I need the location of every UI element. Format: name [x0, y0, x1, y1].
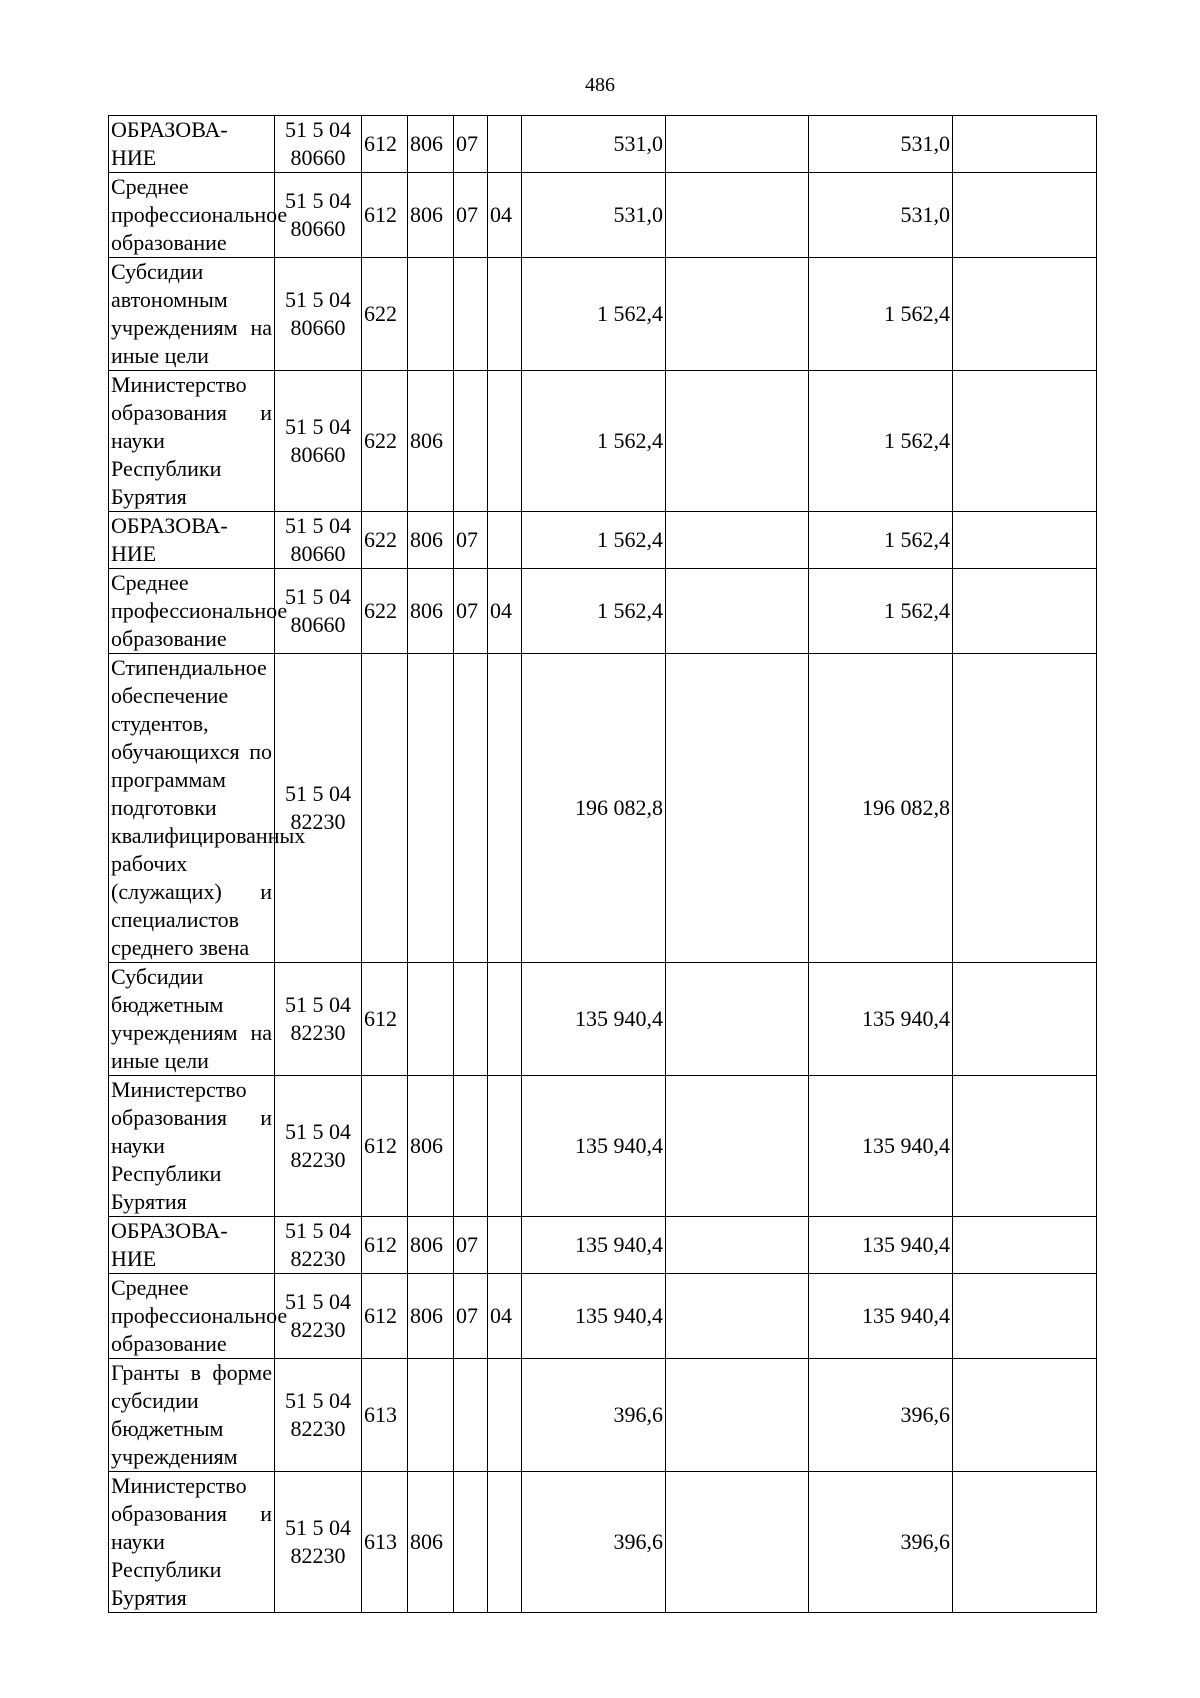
sum1-cell: 1 562,4 — [522, 512, 666, 569]
sum4-cell — [953, 1076, 1097, 1217]
table-row — [109, 1359, 1097, 1472]
code-cell: 51 5 04 80660 — [275, 569, 362, 654]
name-cell: Министерство образования и науки Республики Бурятия — [109, 371, 275, 512]
sum1-cell: 1 562,4 — [522, 371, 666, 512]
sum2-cell — [666, 116, 809, 173]
sum2-cell — [666, 1217, 809, 1274]
vr-cell — [362, 654, 408, 963]
sum1-cell: 396,6 — [522, 1359, 666, 1472]
sum4-cell — [953, 258, 1097, 371]
pr-cell: 04 — [488, 1274, 522, 1359]
table-row — [109, 258, 1097, 371]
rz-cell: 07 — [454, 1274, 488, 1359]
pr-cell: 04 — [488, 173, 522, 258]
sum4-cell — [953, 173, 1097, 258]
gr-cell — [408, 963, 454, 1076]
vr-cell: 612 — [362, 1217, 408, 1274]
pr-cell: 04 — [488, 569, 522, 654]
sum3-cell: 1 562,4 — [809, 512, 953, 569]
sum2-cell — [666, 1472, 809, 1613]
gr-cell: 806 — [408, 1076, 454, 1217]
vr-cell: 622 — [362, 569, 408, 654]
code-cell: 51 5 04 80660 — [275, 173, 362, 258]
table-row — [109, 1472, 1097, 1613]
sum4-cell — [953, 963, 1097, 1076]
table-row — [109, 371, 1097, 512]
sum4-cell — [953, 116, 1097, 173]
pr-cell — [488, 371, 522, 512]
sum1-cell: 135 940,4 — [522, 963, 666, 1076]
vr-cell: 613 — [362, 1472, 408, 1613]
sum2-cell — [666, 512, 809, 569]
gr-cell — [408, 1359, 454, 1472]
vr-cell: 622 — [362, 512, 408, 569]
rz-cell: 07 — [454, 1217, 488, 1274]
table-row — [109, 1217, 1097, 1274]
name-cell: Стипендиальное обеспечение студентов, обучающихся по программам подготовки квалифицированных рабочих (служащих) и специалистов среднего звена — [109, 654, 275, 963]
gr-cell — [408, 654, 454, 963]
sum4-cell — [953, 654, 1097, 963]
sum4-cell — [953, 1359, 1097, 1472]
name-cell: ОБРАЗОВА-НИЕ — [109, 512, 275, 569]
table-row — [109, 1274, 1097, 1359]
code-cell: 51 5 04 80660 — [275, 258, 362, 371]
code-cell: 51 5 04 82230 — [275, 654, 362, 963]
vr-cell: 622 — [362, 371, 408, 512]
rz-cell: 07 — [454, 512, 488, 569]
sum3-cell: 196 082,8 — [809, 654, 953, 963]
pr-cell — [488, 116, 522, 173]
gr-cell: 806 — [408, 512, 454, 569]
code-cell: 51 5 04 82230 — [275, 1359, 362, 1472]
pr-cell — [488, 1359, 522, 1472]
rz-cell: 07 — [454, 173, 488, 258]
table-row — [109, 654, 1097, 963]
sum3-cell: 135 940,4 — [809, 1274, 953, 1359]
name-cell: Субсидии автономным учреждениям на иные цели — [109, 258, 275, 371]
name-cell: Среднее профессиональное образование — [109, 1274, 275, 1359]
sum1-cell: 135 940,4 — [522, 1274, 666, 1359]
sum3-cell: 1 562,4 — [809, 569, 953, 654]
sum4-cell — [953, 512, 1097, 569]
sum1-cell: 1 562,4 — [522, 258, 666, 371]
gr-cell: 806 — [408, 569, 454, 654]
gr-cell: 806 — [408, 116, 454, 173]
gr-cell: 806 — [408, 1274, 454, 1359]
vr-cell: 612 — [362, 1076, 408, 1217]
rz-cell: 07 — [454, 116, 488, 173]
vr-cell: 612 — [362, 1274, 408, 1359]
code-cell: 51 5 04 80660 — [275, 512, 362, 569]
sum1-cell: 396,6 — [522, 1472, 666, 1613]
code-cell: 51 5 04 82230 — [275, 1076, 362, 1217]
pr-cell — [488, 512, 522, 569]
gr-cell: 806 — [408, 173, 454, 258]
sum1-cell: 531,0 — [522, 116, 666, 173]
sum4-cell — [953, 1217, 1097, 1274]
sum2-cell — [666, 1359, 809, 1472]
sum2-cell — [666, 173, 809, 258]
rz-cell: 07 — [454, 569, 488, 654]
name-cell: Среднее профессиональное образование — [109, 569, 275, 654]
table-row — [109, 963, 1097, 1076]
sum3-cell: 396,6 — [809, 1359, 953, 1472]
name-cell: Среднее профессиональное образование — [109, 173, 275, 258]
budget-table — [108, 115, 1097, 1613]
name-cell: Министерство образования и науки Республики Бурятия — [109, 1076, 275, 1217]
table-row — [109, 512, 1097, 569]
sum3-cell: 135 940,4 — [809, 963, 953, 1076]
sum3-cell: 135 940,4 — [809, 1217, 953, 1274]
sum2-cell — [666, 371, 809, 512]
sum2-cell — [666, 1076, 809, 1217]
rz-cell — [454, 963, 488, 1076]
code-cell: 51 5 04 82230 — [275, 1217, 362, 1274]
rz-cell — [454, 1472, 488, 1613]
sum1-cell: 196 082,8 — [522, 654, 666, 963]
sum3-cell: 135 940,4 — [809, 1076, 953, 1217]
sum3-cell: 1 562,4 — [809, 258, 953, 371]
vr-cell: 622 — [362, 258, 408, 371]
sum3-cell: 531,0 — [809, 173, 953, 258]
pr-cell — [488, 1217, 522, 1274]
sum2-cell — [666, 569, 809, 654]
pr-cell — [488, 654, 522, 963]
name-cell: Субсидии бюджетным учреждениям на иные цели — [109, 963, 275, 1076]
sum2-cell — [666, 963, 809, 1076]
page-number: 486 — [585, 74, 615, 96]
sum2-cell — [666, 1274, 809, 1359]
rz-cell — [454, 1076, 488, 1217]
name-cell: Министерство образования и науки Республики Бурятия — [109, 1472, 275, 1613]
pr-cell — [488, 258, 522, 371]
vr-cell: 613 — [362, 1359, 408, 1472]
gr-cell: 806 — [408, 1472, 454, 1613]
sum3-cell: 531,0 — [809, 116, 953, 173]
vr-cell: 612 — [362, 116, 408, 173]
code-cell: 51 5 04 82230 — [275, 1274, 362, 1359]
name-cell: ОБРАЗОВА-НИЕ — [109, 1217, 275, 1274]
code-cell: 51 5 04 80660 — [275, 371, 362, 512]
sum1-cell: 1 562,4 — [522, 569, 666, 654]
name-cell: ОБРАЗОВА-НИЕ — [109, 116, 275, 173]
sum2-cell — [666, 654, 809, 963]
table-row — [109, 116, 1097, 173]
table-row — [109, 569, 1097, 654]
code-cell: 51 5 04 80660 — [275, 116, 362, 173]
gr-cell — [408, 258, 454, 371]
table-row — [109, 173, 1097, 258]
pr-cell — [488, 1472, 522, 1613]
gr-cell: 806 — [408, 1217, 454, 1274]
code-cell: 51 5 04 82230 — [275, 963, 362, 1076]
table-row — [109, 1076, 1097, 1217]
sum1-cell: 135 940,4 — [522, 1217, 666, 1274]
gr-cell: 806 — [408, 371, 454, 512]
sum4-cell — [953, 569, 1097, 654]
pr-cell — [488, 1076, 522, 1217]
code-cell: 51 5 04 82230 — [275, 1472, 362, 1613]
rz-cell — [454, 1359, 488, 1472]
sum3-cell: 1 562,4 — [809, 371, 953, 512]
sum4-cell — [953, 1472, 1097, 1613]
vr-cell: 612 — [362, 963, 408, 1076]
name-cell: Гранты в форме субсидии бюджетным учреждениям — [109, 1359, 275, 1472]
sum1-cell: 135 940,4 — [522, 1076, 666, 1217]
sum2-cell — [666, 258, 809, 371]
vr-cell: 612 — [362, 173, 408, 258]
sum4-cell — [953, 1274, 1097, 1359]
rz-cell — [454, 371, 488, 512]
sum3-cell: 396,6 — [809, 1472, 953, 1613]
table-body — [109, 116, 1097, 1613]
rz-cell — [454, 258, 488, 371]
sum4-cell — [953, 371, 1097, 512]
sum1-cell: 531,0 — [522, 173, 666, 258]
pr-cell — [488, 963, 522, 1076]
rz-cell — [454, 654, 488, 963]
